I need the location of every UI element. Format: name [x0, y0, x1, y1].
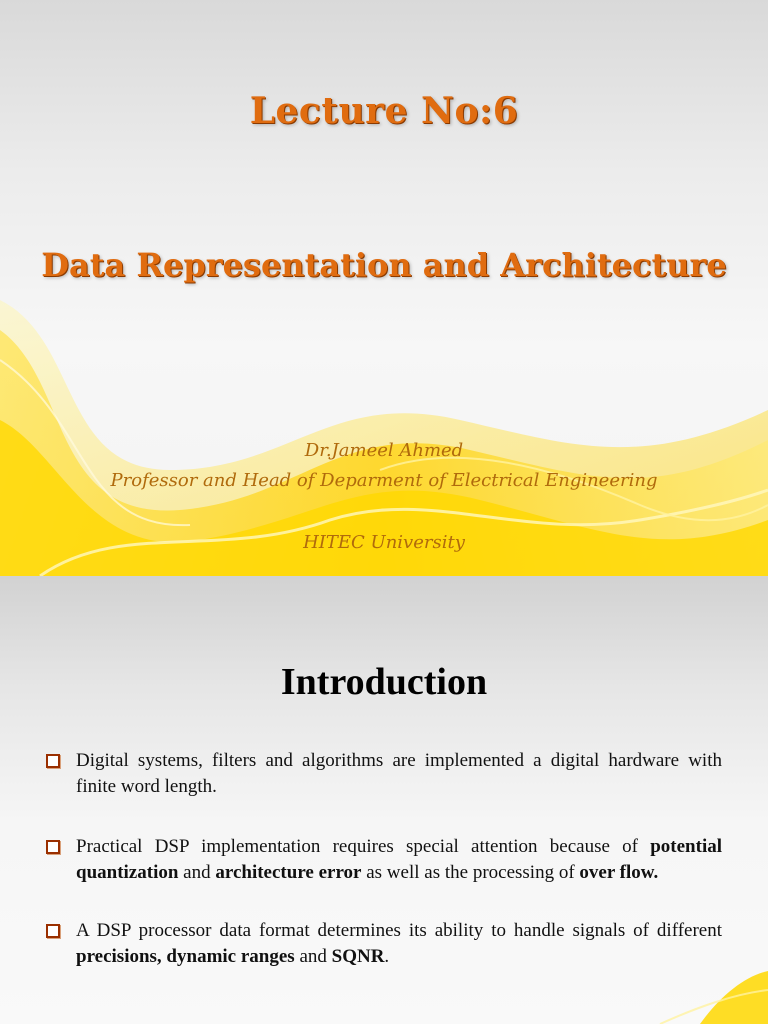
university-name: HITEC University: [303, 532, 465, 553]
bullet-text-bold: SQNR: [331, 946, 385, 967]
square-bullet-icon: [46, 754, 60, 768]
bullet-item: [46, 748, 722, 800]
square-bullet-icon: [46, 924, 60, 938]
author-role: Professor and Head of Deparment of Electrical Engineering: [110, 470, 658, 491]
bullet-text-run: Practical DSP implementation requires special attention because of: [76, 836, 651, 857]
bullet-text-bold: precisions, dynamic ranges: [76, 946, 295, 967]
lecture-title: Lecture No:6: [249, 90, 519, 132]
square-bullet-icon: [46, 840, 60, 854]
bullet-text-run: A DSP processor data format determines its ability to handle signals of different: [76, 920, 722, 941]
bullet-text-run: Digital systems, filters and algorithms are implemented a digital hardware with finite word length: [76, 750, 722, 797]
bullet-text: [76, 750, 722, 797]
bullet-text-run: and: [178, 862, 216, 883]
bullet-text-run: .: [384, 946, 390, 967]
bullet-item: [46, 834, 722, 886]
topic-title: Data Representation and Architecture: [41, 246, 727, 284]
bullet-text: [76, 920, 722, 967]
bullet-text-bold: architecture error: [215, 862, 362, 883]
bullet-text-run: and: [294, 946, 332, 967]
bullet-text-run: .: [212, 776, 217, 797]
slide-title: Introduction: [280, 661, 488, 703]
bullet-list: [46, 748, 722, 970]
bullet-text: [76, 836, 722, 883]
author-name: Dr.Jameel Ahmed: [304, 440, 464, 461]
bullet-text-bold: potential quantization: [76, 836, 722, 883]
bullet-item: [46, 918, 722, 970]
bullet-text-bold: over flow.: [579, 862, 659, 883]
introduction-slide: [0, 576, 768, 1024]
bullet-text-run: as well as the processing of: [361, 862, 580, 883]
